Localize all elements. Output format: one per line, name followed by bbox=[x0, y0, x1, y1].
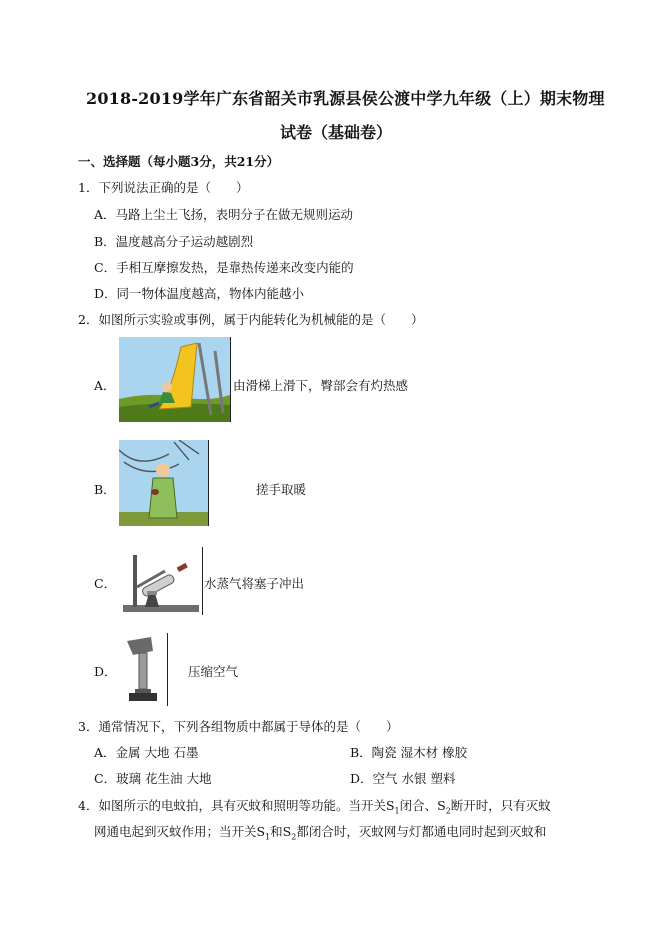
q2-option-c-caption: 水蒸气将塞子冲出 bbox=[204, 576, 305, 591]
q4-line1-part-b: 闭合、S bbox=[399, 798, 446, 813]
q2-stem: 2．如图所示实验或事例，属于内能转化为机械能的是（ ） bbox=[78, 312, 424, 327]
paper-title-line1: 2018-2019学年广东省韶关市乳源县侯公渡中学九年级（上）期末物理 bbox=[86, 89, 605, 108]
q2-option-a-letter: A． bbox=[94, 378, 116, 393]
q3-option-c: C．玻璃 花生油 大地 bbox=[94, 771, 212, 786]
slide-illustration bbox=[119, 337, 231, 422]
q1-option-b: B．温度越高分子运动越剧烈 bbox=[94, 234, 254, 249]
q1-option-c: C．手相互摩擦发热，是靠热传递来改变内能的 bbox=[94, 260, 354, 275]
q3-option-d: D．空气 水银 塑料 bbox=[350, 771, 456, 786]
section-heading: 一、选择题（每小题3分，共21分） bbox=[78, 154, 280, 169]
q2-option-c-letter: C． bbox=[94, 576, 117, 591]
q4-line1-part-a: 4．如图所示的电蚊拍，具有灭蚊和照明等功能。当开关S bbox=[78, 798, 395, 813]
q1-option-a: A．马路上尘土飞扬，表明分子在做无规则运动 bbox=[94, 207, 354, 222]
steam-stopper-illustration bbox=[119, 547, 203, 615]
q4-line1-part-c: 断开时，只有灭蚊 bbox=[450, 798, 551, 813]
q2-option-a-caption: 由滑梯上滑下，臀部会有灼热感 bbox=[233, 378, 409, 393]
q4-line2-part-b: 和S bbox=[270, 824, 292, 839]
q4-line2 bbox=[94, 822, 546, 842]
q4-line1 bbox=[78, 796, 551, 816]
paper-title-line2: 试卷（基础卷） bbox=[280, 123, 393, 142]
q2-option-d-caption: 压缩空气 bbox=[188, 664, 239, 679]
q2-option-b-letter: B． bbox=[94, 482, 116, 497]
q4-line2-sub2: 2 bbox=[291, 832, 297, 842]
q4-line2-part-a: 网通电起到灭蚊作用；当开关S bbox=[94, 824, 266, 839]
q4-line1-sub1: 1 bbox=[394, 806, 400, 816]
q4-line1-sub2: 2 bbox=[445, 806, 451, 816]
q1-stem: 1．下列说法正确的是（ ） bbox=[78, 180, 249, 195]
q3-option-a: A．金属 大地 石墨 bbox=[94, 745, 199, 760]
q4-line2-sub1: 1 bbox=[265, 832, 271, 842]
q2-option-d-letter: D． bbox=[94, 664, 117, 679]
q3-stem: 3．通常情况下，下列各组物质中都属于导体的是（ ） bbox=[78, 719, 399, 734]
q1-option-d: D．同一物体温度越高，物体内能越小 bbox=[94, 286, 305, 301]
q4-line2-part-c: 都闭合时，灭蚊网与灯都通电同时起到灭蚊和 bbox=[296, 824, 547, 839]
q2-option-b-caption: 搓手取暖 bbox=[256, 482, 307, 497]
compress-air-illustration bbox=[119, 633, 168, 706]
q3-option-b: B．陶瓷 湿木材 橡胶 bbox=[350, 745, 468, 760]
rub-hands-illustration bbox=[119, 440, 209, 526]
